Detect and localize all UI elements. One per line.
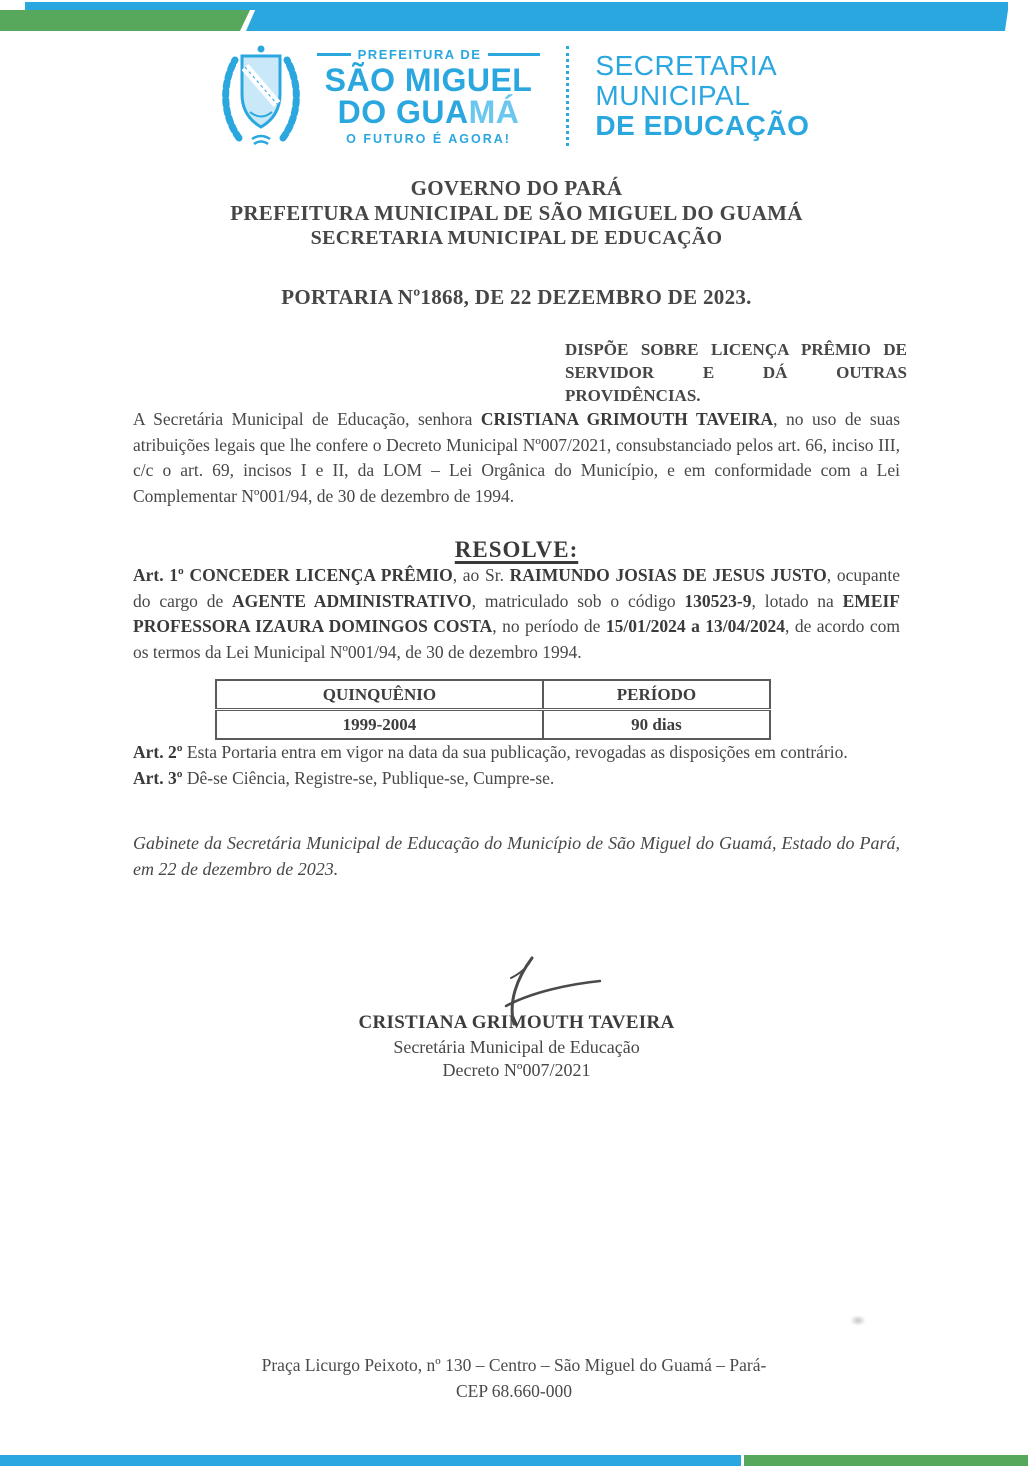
secretaria-line1: SECRETARIA [595,49,778,81]
signer-name: CRISTIANA GRIMOUTH TAVEIRA [358,1012,675,1033]
preamble-paragraph: A Secretária Municipal de Educação, senhora CRISTIANA GRIMOUTH TAVEIRA, no uso de suas atribuições legais que lhe confere o Decreto Municipal Nº007/2021, consubstanciado pelos art. 66, inciso III, c/c o art. 69, incisos I e II, da LOM – Lei Orgânica do Município, e em conformidade com a Lei Complementar Nº001/94, de 30 de dezembro de 1994. [133,409,901,506]
government-heading [133,176,900,251]
table-cell-quinquenio: 1999-2004 [216,710,543,740]
footer-address: Praça Licurgo Peixoto, nº 130 – Centro – São Miguel do Guamá – Pará- [261,1355,767,1375]
logo-dash-right [488,53,540,56]
table-header-quinquenio: QUINQUÊNIO [216,680,543,710]
footer-bar-blue [0,1455,741,1466]
resolve-heading: RESOLVE: [454,537,579,562]
footer-cep: CEP 68.660-000 [455,1381,573,1401]
header-bar-blue [246,10,1008,31]
article-2: Art. 2º Esta Portaria entra em vigor na data da sua publicação, revogadas as disposições em contrário. [133,742,848,762]
heading-governo: GOVERNO DO PARÁ [410,176,623,200]
logo-prefeitura-label: PREFEITURA DE [357,46,482,62]
signature-block [133,954,900,1081]
quinquenio-table [215,679,771,740]
logo-prefeitura-de [317,47,541,62]
heading-prefeitura: PREFEITURA MUNICIPAL DE SÃO MIGUEL DO GUAMÁ [230,201,803,225]
footer-bar-green [744,1455,1028,1466]
header-bar-green [0,10,250,31]
gabinete-closing: Gabinete da Secretária Municipal de Educação do Município de São Miguel do Guamá, Estado do Pará, em 22 de dezembro de 2023. [133,833,900,879]
city-crest-icon [219,42,303,151]
table-header-periodo: PERÍODO [543,680,770,710]
table-row [216,710,770,740]
secretaria-lockup [595,51,809,142]
logo-city-line1: SÃO MIGUEL [324,61,533,98]
logo-city-line2 [337,93,520,130]
footer-address-block [0,1352,1028,1404]
logo-slogan: O FUTURO É AGORA! [346,131,511,146]
logo-dash-left [317,53,351,56]
logo-city-line2a: DO GUA [337,93,469,130]
article-3: Art. 3º Dê-se Ciência, Registre-se, Publique-se, Cumpre-se. [133,767,555,788]
portaria-title: PORTARIA Nº1868, DE 22 DEZEMBRO DE 2023. [281,285,752,309]
scan-smudge-artifact [850,1315,866,1326]
signer-decree: Decreto Nº007/2021 [442,1060,591,1080]
heading-secretaria: SECRETARIA MUNICIPAL DE EDUCAÇÃO [310,227,723,249]
ementa-summary: DISPÕE SOBRE LICENÇA PRÊMIO DE SERVIDOR E DÁ OUTRAS PROVIDÊNCIAS. [565,340,907,405]
table-cell-periodo: 90 dias [543,710,770,740]
secretaria-line2: MUNICIPAL [595,79,751,111]
article-1: Art. 1º CONCEDER LICENÇA PRÊMIO, ao Sr. RAIMUNDO JOSIAS DE JESUS JUSTO, ocupante do cargo de AGENTE ADMINISTRATIVO, matriculado sob o código 130523-9, lotado na EMEIF PROFESSORA IZAURA DOMINGOS COSTA, no período de 15/01/2024 a 13/04/2024, de acordo com os termos da Lei Municipal Nº001/94, de 30 de dezembro 1994. [133,565,900,662]
dotted-divider [566,46,569,146]
document-body [0,176,1028,1081]
signer-role: Secretária Municipal de Educação [393,1037,640,1057]
table-header-row [216,680,770,710]
secretaria-line3: DE EDUCAÇÃO [595,110,810,142]
header-bar-thin-blue [25,2,1008,10]
logo-city-line2b: MÁ [468,93,520,130]
city-logo-text [317,47,541,146]
signature-stroke [448,954,638,1026]
